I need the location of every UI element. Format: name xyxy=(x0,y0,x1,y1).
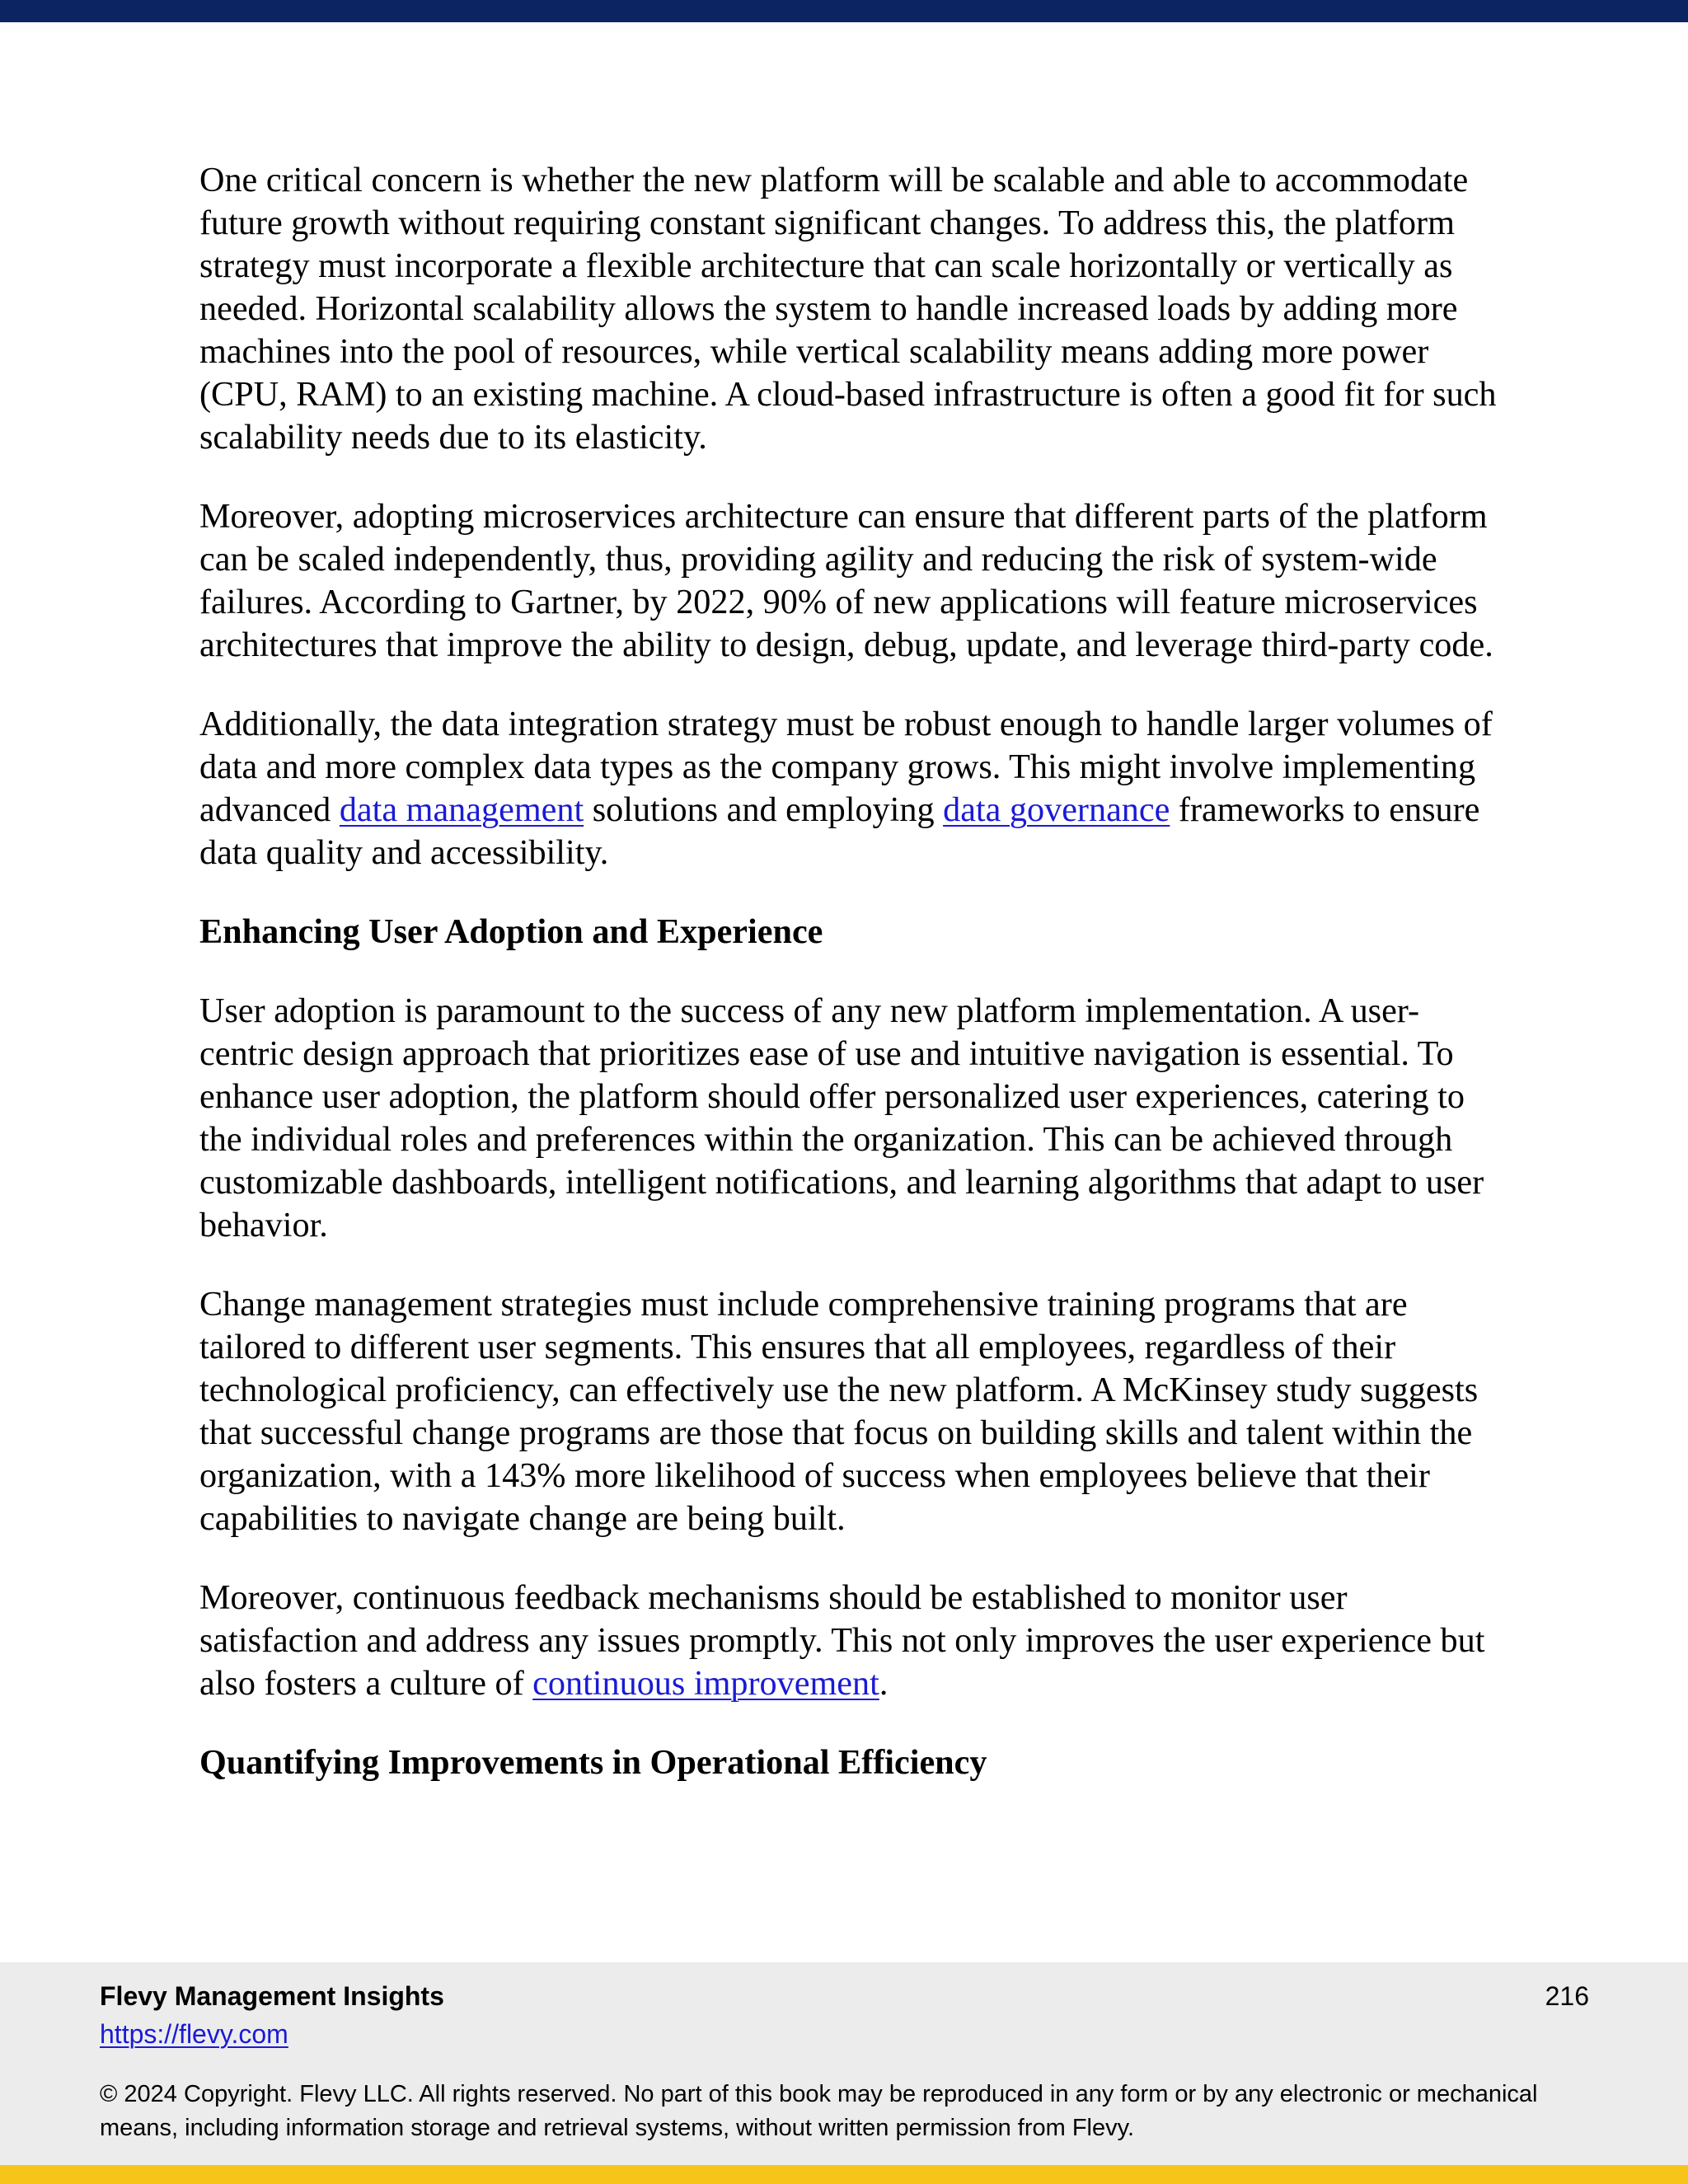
paragraph-data-integration xyxy=(199,703,1502,874)
page-number: 216 xyxy=(1545,1981,1589,2011)
paragraph-text: frameworks to ensure data quality and accessibility. xyxy=(199,790,1480,872)
section-heading-operational-efficiency: Quantifying Improvements in Operational Efficiency xyxy=(199,1743,987,1782)
data-governance-link[interactable]: data governance xyxy=(943,790,1170,829)
footer-url-link[interactable]: https://flevy.com xyxy=(100,2019,288,2049)
footer-brand: Flevy Management Insights xyxy=(100,1981,444,2011)
paragraph-microservices: Moreover, adopting microservices architecture can ensure that different parts of the platform can be scaled independently, thus, providing agility and reducing the risk of system-wide failures. According to Gartner, by 2022, 90% of new applications will feature microservices architectures that improve the ability to design, debug, update, and leverage third-party code. xyxy=(199,497,1493,664)
paragraph-scalability: One critical concern is whether the new platform will be scalable and able to accommodate future growth without requiring constant significant changes. To address this, the platform strategy must incorporate a flexible architecture that can scale horizontally or vertically as needed. Horizontal scalability allows the system to handle increased loads by adding more machines into the pool of resources, while vertical scalability means adding more power (CPU, RAM) to an existing machine. A cloud-based infrastructure is often a good fit for such scalability needs due to its elasticity. xyxy=(199,161,1497,457)
bottom-accent-bar xyxy=(0,2165,1688,2184)
paragraph-feedback xyxy=(199,1577,1502,1705)
paragraph-change-management: Change management strategies must include comprehensive training programs that are tailored to different user segments. This ensures that all employees, regardless of their technological proficiency, can effectively use the new platform. A McKinsey study suggests that successful change programs are those that focus on building skills and talent within the organization, with a 143% more likelihood of success when employees believe that their capabilities to navigate change are being built. xyxy=(199,1285,1479,1538)
page-footer xyxy=(0,1962,1688,2165)
paragraph-user-adoption: User adoption is paramount to the success of any new platform implementation. A user-centric design approach that prioritizes ease of use and intuitive navigation is essential. To enhance user adoption, the platform should offer personalized user experiences, catering to the individual roles and preferences within the organization. This can be achieved through customizable dashboards, intelligent notifications, and learning algorithms that adapt to user behavior. xyxy=(199,991,1484,1244)
section-heading-user-adoption: Enhancing User Adoption and Experience xyxy=(199,912,823,951)
paragraph-text: Additionally, the data integration strategy must be robust enough to handle larger volumes of data and more complex data types as the company grows. This might involve implementing advanced xyxy=(199,705,1493,829)
copyright-notice: © 2024 Copyright. Flevy LLC. All rights reserved. No part of this book may be reproduced in any form or by any electronic or mechanical means, including information storage and retrieval systems, without written permission from Flevy. xyxy=(100,2081,1538,2141)
page-content xyxy=(199,159,1502,1821)
paragraph-text: solutions and employing xyxy=(584,790,944,829)
paragraph-text: . xyxy=(879,1664,889,1703)
continuous-improvement-link[interactable]: continuous improvement xyxy=(532,1664,879,1703)
paragraph-text: Moreover, continuous feedback mechanisms should be established to monitor user satisfaction and address any issues promptly. This not only improves the user experience but also fosters a culture of xyxy=(199,1578,1485,1703)
top-accent-bar xyxy=(0,0,1688,22)
data-management-link[interactable]: data management xyxy=(339,790,584,829)
